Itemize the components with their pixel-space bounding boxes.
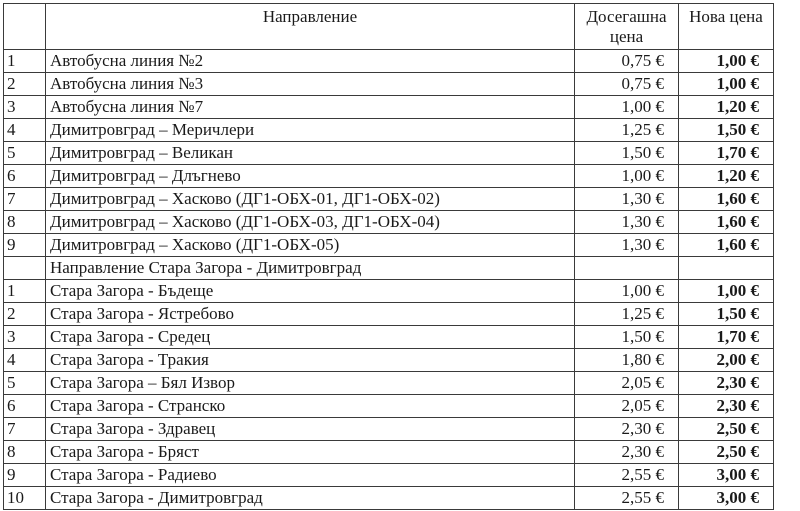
new-price: 1,70 €	[679, 326, 774, 349]
new-price: 1,20 €	[679, 96, 774, 119]
row-number: 6	[4, 165, 46, 188]
section-title-row	[4, 257, 774, 280]
row-number: 2	[4, 303, 46, 326]
old-price: 0,75 €	[575, 50, 679, 73]
new-price: 1,60 €	[679, 234, 774, 257]
new-price: 2,00 €	[679, 349, 774, 372]
section-2-title-body	[4, 257, 774, 280]
old-price: 1,50 €	[575, 326, 679, 349]
new-price: 3,00 €	[679, 464, 774, 487]
new-price: 1,20 €	[679, 165, 774, 188]
table-row	[4, 280, 774, 303]
new-price: 1,60 €	[679, 188, 774, 211]
row-number: 2	[4, 73, 46, 96]
route-name: Стара Загора - Димитровград	[46, 487, 575, 510]
table-row	[4, 464, 774, 487]
old-price: 2,30 €	[575, 418, 679, 441]
row-number: 7	[4, 188, 46, 211]
route-name: Стара Загора - Странско	[46, 395, 575, 418]
row-number: 7	[4, 418, 46, 441]
row-number: 10	[4, 487, 46, 510]
table-row	[4, 372, 774, 395]
section-title: Направление Стара Загора - Димитровград	[46, 257, 575, 280]
row-number: 5	[4, 142, 46, 165]
price-table	[3, 3, 774, 510]
table-row	[4, 165, 774, 188]
table-row	[4, 188, 774, 211]
old-price: 2,55 €	[575, 487, 679, 510]
route-name: Стара Загора - Тракия	[46, 349, 575, 372]
row-number: 3	[4, 326, 46, 349]
new-price: 1,70 €	[679, 142, 774, 165]
route-name: Стара Загора - Бряст	[46, 441, 575, 464]
row-number: 4	[4, 349, 46, 372]
old-price: 1,00 €	[575, 165, 679, 188]
old-price: 1,50 €	[575, 142, 679, 165]
old-price: 1,25 €	[575, 303, 679, 326]
route-name: Стара Загора - Здравец	[46, 418, 575, 441]
old-price: 1,25 €	[575, 119, 679, 142]
table-row	[4, 418, 774, 441]
route-name: Стара Загора – Бял Извор	[46, 372, 575, 395]
table-row	[4, 395, 774, 418]
row-number: 9	[4, 234, 46, 257]
old-price: 1,30 €	[575, 211, 679, 234]
new-price: 1,50 €	[679, 303, 774, 326]
old-price: 1,00 €	[575, 96, 679, 119]
route-name: Димитровград – Хасково (ДГ1-ОБХ-03, ДГ1-ОБХ-04)	[46, 211, 575, 234]
table-row	[4, 234, 774, 257]
header-row	[4, 4, 774, 50]
route-name: Стара Загора - Ястребово	[46, 303, 575, 326]
row-number: 1	[4, 50, 46, 73]
header-number	[4, 4, 46, 50]
table-row	[4, 50, 774, 73]
new-price: 1,50 €	[679, 119, 774, 142]
table-row	[4, 142, 774, 165]
new-price: 1,00 €	[679, 73, 774, 96]
route-name: Автобусна линия №3	[46, 73, 575, 96]
new-price: 2,50 €	[679, 418, 774, 441]
table-row	[4, 96, 774, 119]
row-number: 9	[4, 464, 46, 487]
table-row	[4, 326, 774, 349]
old-price: 2,05 €	[575, 372, 679, 395]
old-price: 1,80 €	[575, 349, 679, 372]
table-row	[4, 349, 774, 372]
old-price: 2,05 €	[575, 395, 679, 418]
old-price: 1,00 €	[575, 280, 679, 303]
route-name: Димитровград – Хасково (ДГ1-ОБХ-01, ДГ1-ОБХ-02)	[46, 188, 575, 211]
route-name: Димитровград – Хасково (ДГ1-ОБХ-05)	[46, 234, 575, 257]
route-name: Автобусна линия №7	[46, 96, 575, 119]
row-number: 5	[4, 372, 46, 395]
route-name: Автобусна линия №2	[46, 50, 575, 73]
header-direction: Направление	[46, 4, 575, 50]
section-2-body	[4, 280, 774, 510]
route-name: Димитровград – Великан	[46, 142, 575, 165]
row-number: 1	[4, 280, 46, 303]
new-price: 2,30 €	[679, 372, 774, 395]
new-price: 1,60 €	[679, 211, 774, 234]
section-title-old	[575, 257, 679, 280]
table-row	[4, 73, 774, 96]
row-number: 4	[4, 119, 46, 142]
new-price: 2,30 €	[679, 395, 774, 418]
row-number: 8	[4, 211, 46, 234]
table-row	[4, 303, 774, 326]
row-number: 3	[4, 96, 46, 119]
section-title-number	[4, 257, 46, 280]
new-price: 1,00 €	[679, 50, 774, 73]
new-price: 2,50 €	[679, 441, 774, 464]
section-title-new	[679, 257, 774, 280]
header-new-price: Нова цена	[679, 4, 774, 50]
old-price: 2,30 €	[575, 441, 679, 464]
row-number: 6	[4, 395, 46, 418]
old-price: 1,30 €	[575, 234, 679, 257]
table-row	[4, 487, 774, 510]
old-price: 2,55 €	[575, 464, 679, 487]
route-name: Димитровград – Меричлери	[46, 119, 575, 142]
route-name: Стара Загора - Бъдеще	[46, 280, 575, 303]
route-name: Стара Загора - Средец	[46, 326, 575, 349]
old-price: 0,75 €	[575, 73, 679, 96]
section-1-body	[4, 50, 774, 257]
new-price: 1,00 €	[679, 280, 774, 303]
route-name: Стара Загора - Радиево	[46, 464, 575, 487]
table-row	[4, 119, 774, 142]
header-old-price: Досегашна цена	[575, 4, 679, 50]
new-price: 3,00 €	[679, 487, 774, 510]
route-name: Димитровград – Длъгнево	[46, 165, 575, 188]
table-row	[4, 441, 774, 464]
row-number: 8	[4, 441, 46, 464]
old-price: 1,30 €	[575, 188, 679, 211]
table-row	[4, 211, 774, 234]
